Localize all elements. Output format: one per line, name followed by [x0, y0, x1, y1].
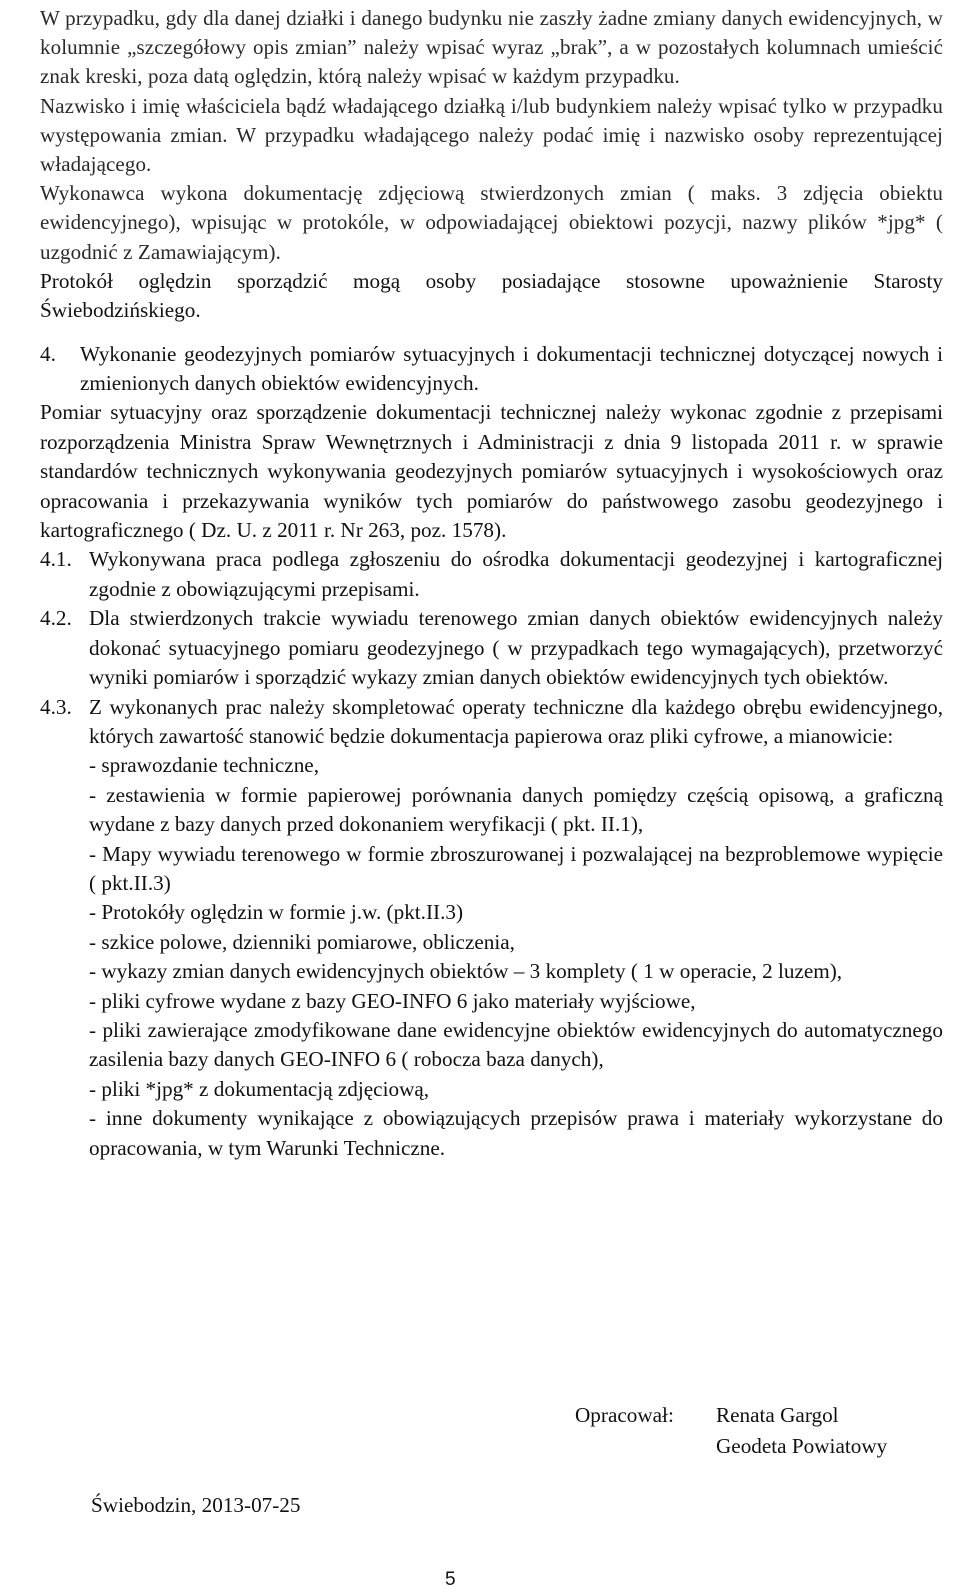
intro-paragraph-no-changes: W przypadku, gdy dla danej działki i danego budynku nie zaszły żadne zmiany danych ewidencyjnych, w kolumnie „szczegółowy opis zmian” należy wpisać wyraz „brak”, a w pozostałych kolumnach umieścić znak kreski, poza datą oględzin, którą należy wpisać w każdym przypadku.: [40, 6, 943, 89]
list-item: - wykazy zmian danych ewidencyjnych obiektów – 3 komplety ( 1 w operacie, 2 luzem),: [89, 959, 843, 984]
signature-label: Opracował:: [575, 1403, 674, 1427]
list-item: - sprawozdanie techniczne,: [89, 753, 320, 778]
section-4-body: Pomiar sytuacyjny oraz sporządzenie dokumentacji technicznej należy wykonac zgodnie z przepisami rozporządzenia Ministra Spraw Wewnętrznych i Administracji z dnia 9 listopada 2011 r. w sprawie standardów technicznych wykonywania geodezyjnych pomiarów sytuacyjnych i wysokościowych oraz opracowania i przekazywania wyników tych pomiarów do państwowego zasobu geodezyjnego i kartograficznego ( Dz. U. z 2011 r. Nr 263, poz. 1578).: [40, 400, 943, 543]
item-4-1: [40, 545, 943, 604]
item-4-1-text: Wykonywana praca podlega zgłoszeniu do ośrodka dokumentacji geodezyjnej i kartograficznej zgodnie z obowiązującymi przepisami.: [89, 547, 943, 601]
list-item: - pliki *jpg* z dokumentacją zdjęciową,: [89, 1076, 430, 1101]
page-number: 5: [445, 1569, 456, 1590]
signature-name: Renata Gargol: [716, 1403, 839, 1427]
item-4-2-text: Dla stwierdzonych trakcie wywiadu terenowego zmian danych obiektów ewidencyjnych należy dokonać sytuacyjnego pomiaru geodezyjnego ( w przypadkach tego wymagających), przetworzyć wyniki pomiarów i sporządzić wykazy zmian danych obiektów ewidencyjnych tych obiektów.: [89, 606, 943, 690]
item-4-2: [40, 604, 943, 692]
item-4-3: [40, 693, 943, 1164]
place-and-date: Świebodzin, 2013-07-25: [91, 1493, 301, 1517]
list-item: - Mapy wywiadu terenowego w formie zbroszurowanej i pozwalającej na bezproblemowe wypięcie ( pkt.II.3): [89, 841, 943, 895]
document-page: [40, 4, 943, 1163]
intro-paragraph-owner-name: Nazwisko i imię właściciela bądź władającego działką i/lub budynkiem należy wpisać tylko w przypadku występowania zmian. W przypadku władającego należy podać imię i nazwisko osoby reprezentującej władającego.: [40, 93, 943, 177]
list-item: - inne dokumenty wynikające z obowiązujących przepisów prawa i materiały wykorzystane do opracowania, w tym Warunki Techniczne.: [89, 1106, 943, 1160]
item-4-2-number: 4.2.: [40, 606, 72, 631]
section-4-heading: Wykonanie geodezyjnych pomiarów sytuacyjnych i dokumentacji technicznej dotyczącej nowych i zmienionych danych obiektów ewidencyjnych.: [80, 341, 943, 396]
list-item: - pliki zawierające zmodyfikowane dane ewidencyjne obiektów ewidencyjnych do automatycznego zasilenia bazy danych GEO-INFO 6 ( robocza baza danych),: [89, 1017, 943, 1072]
intro-paragraph-inspection-protocol: Protokół oględzin sporządzić mogą osoby posiadające stosowne upoważnienie Starosty Świebodzińskiego.: [40, 268, 943, 323]
item-4-3-content: [89, 693, 943, 1164]
item-4-3-text: Z wykonanych prac należy skompletować operaty techniczne dla każdego obrębu ewidencyjnego, których zawartość stanowić będzie dokumentacja papierowa oraz pliki cyfrowe, a mianowicie:: [89, 694, 943, 748]
item-4-3-number: 4.3.: [40, 694, 72, 719]
section-4-number: 4.: [40, 341, 56, 366]
intro-paragraph-photo-documentation: Wykonawca wykona dokumentację zdjęciową stwierdzonych zmian ( maks. 3 zdjęcia obiektu ewidencyjnego), wpisując w protokóle, w odpowiadającej obiektowi pozycji, nazwy plików *jpg* ( uzgodnić z Zamawiającym).: [40, 181, 943, 264]
list-item: - szkice polowe, dzienniki pomiarowe, obliczenia,: [89, 929, 515, 954]
list-item: - pliki cyfrowe wydane z bazy GEO-INFO 6 jako materiały wyjściowe,: [89, 988, 696, 1013]
section-4-content: [80, 340, 943, 399]
list-item: - Protokóły oględzin w formie j.w. (pkt.II.3): [89, 900, 464, 925]
signature-title: Geodeta Powiatowy: [716, 1434, 888, 1458]
item-4-1-number: 4.1.: [40, 547, 72, 572]
list-item: - zestawienia w formie papierowej porównania danych pomiędzy częścią opisową, a graficzną wydane z bazy danych przed dokonaniem weryfikacji ( pkt. II.1),: [89, 782, 943, 837]
section-4: [40, 340, 943, 399]
